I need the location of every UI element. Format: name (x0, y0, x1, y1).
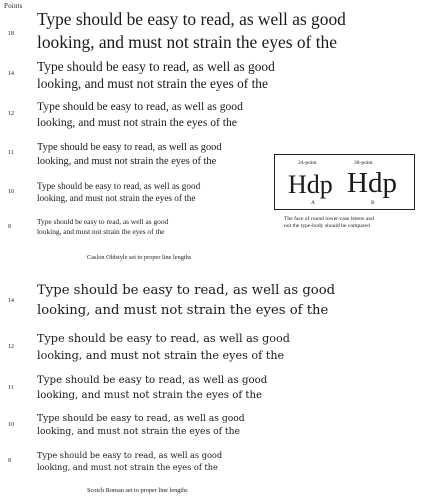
specimen-text (37, 281, 335, 321)
specimen-line-2: looking, and must not strain the eyes of the (37, 116, 237, 129)
specimen-line-2: looking, and must not strain the eyes of the (37, 349, 285, 362)
specimen-text (37, 8, 346, 54)
point-size-label: 18 (8, 31, 14, 37)
hdp-sample-a: Hdp (288, 170, 333, 199)
hdp-label-24-point: 24-point (298, 160, 317, 166)
specimen-line-1: Type should be easy to read, as well as good (37, 9, 346, 29)
point-size-label: 8 (8, 224, 11, 230)
specimen-text (37, 330, 290, 364)
hdp-comparison-box (274, 154, 415, 210)
point-size-label: 12 (8, 111, 14, 117)
specimen-text (37, 180, 200, 204)
point-size-label: 14 (8, 71, 14, 77)
caslon-caption: Caslon Oldstyle set to proper line lengths (87, 254, 192, 261)
specimen-line-2: looking, and must not strain the eyes of the (37, 193, 196, 203)
specimen-text (37, 58, 275, 92)
hdp-caption (284, 216, 374, 230)
specimen-line-2: looking, and must not strain the eyes of the (37, 227, 165, 236)
specimen-line-1: Type should be easy to read, as well as good (37, 217, 169, 226)
specimen-line-1: Type should be easy to read, as well as good (37, 375, 268, 386)
hdp-letter-b: B (371, 200, 375, 206)
specimen-line-1: Type should be easy to read, as well as good (37, 181, 201, 191)
specimen-text (37, 217, 168, 237)
specimen-line-1: Type should be easy to read, as well as good (37, 450, 223, 460)
specimen-line-1: Type should be easy to read, as well as good (37, 413, 245, 424)
specimen-text (37, 412, 245, 438)
hdp-sample-b: Hdp (347, 167, 397, 199)
point-size-label: 11 (8, 150, 14, 156)
specimen-text (37, 449, 222, 473)
specimen-line-2: looking, and must not strain the eyes of the (37, 303, 329, 318)
specimen-line-2: looking, and must not strain the eyes of the (37, 32, 337, 52)
point-size-label: 10 (8, 189, 14, 195)
specimen-line-2: looking, and must not strain the eyes of the (37, 156, 217, 167)
point-size-label: 8 (8, 458, 11, 464)
hdp-label-30-point: 30-point (354, 160, 373, 166)
hdp-caption-line-1: The face of round lower-case letters and (284, 216, 374, 222)
specimen-line-1: Type should be easy to read, as well as good (37, 100, 243, 113)
specimen-text (37, 141, 222, 169)
specimen-line-1: Type should be easy to read, as well as good (37, 142, 222, 153)
point-size-label: 11 (8, 385, 14, 391)
specimen-line-2: looking, and must not strain the eyes of the (37, 76, 268, 91)
specimen-text (37, 373, 267, 403)
specimen-line-1: Type should be easy to read, as well as good (37, 332, 290, 345)
points-column-header: Points (4, 2, 23, 10)
scotch-caption: Scotch Roman set to proper line lengths (87, 487, 188, 494)
specimen-line-2: looking, and must not strain the eyes of the (37, 426, 240, 437)
specimen-line-2: looking, and must not strain the eyes of the (37, 390, 263, 401)
specimen-line-1: Type should be easy to read, as well as good (37, 59, 275, 74)
point-size-label: 14 (8, 298, 14, 304)
hdp-caption-line-2: not the type-body should be compared (284, 223, 370, 229)
specimen-text (37, 99, 243, 131)
point-size-label: 12 (8, 344, 14, 350)
point-size-label: 10 (8, 422, 14, 428)
specimen-line-1: Type should be easy to read, as well as good (37, 283, 336, 298)
specimen-line-2: looking, and must not strain the eyes of the (37, 462, 218, 472)
hdp-letter-a: A (311, 200, 315, 206)
